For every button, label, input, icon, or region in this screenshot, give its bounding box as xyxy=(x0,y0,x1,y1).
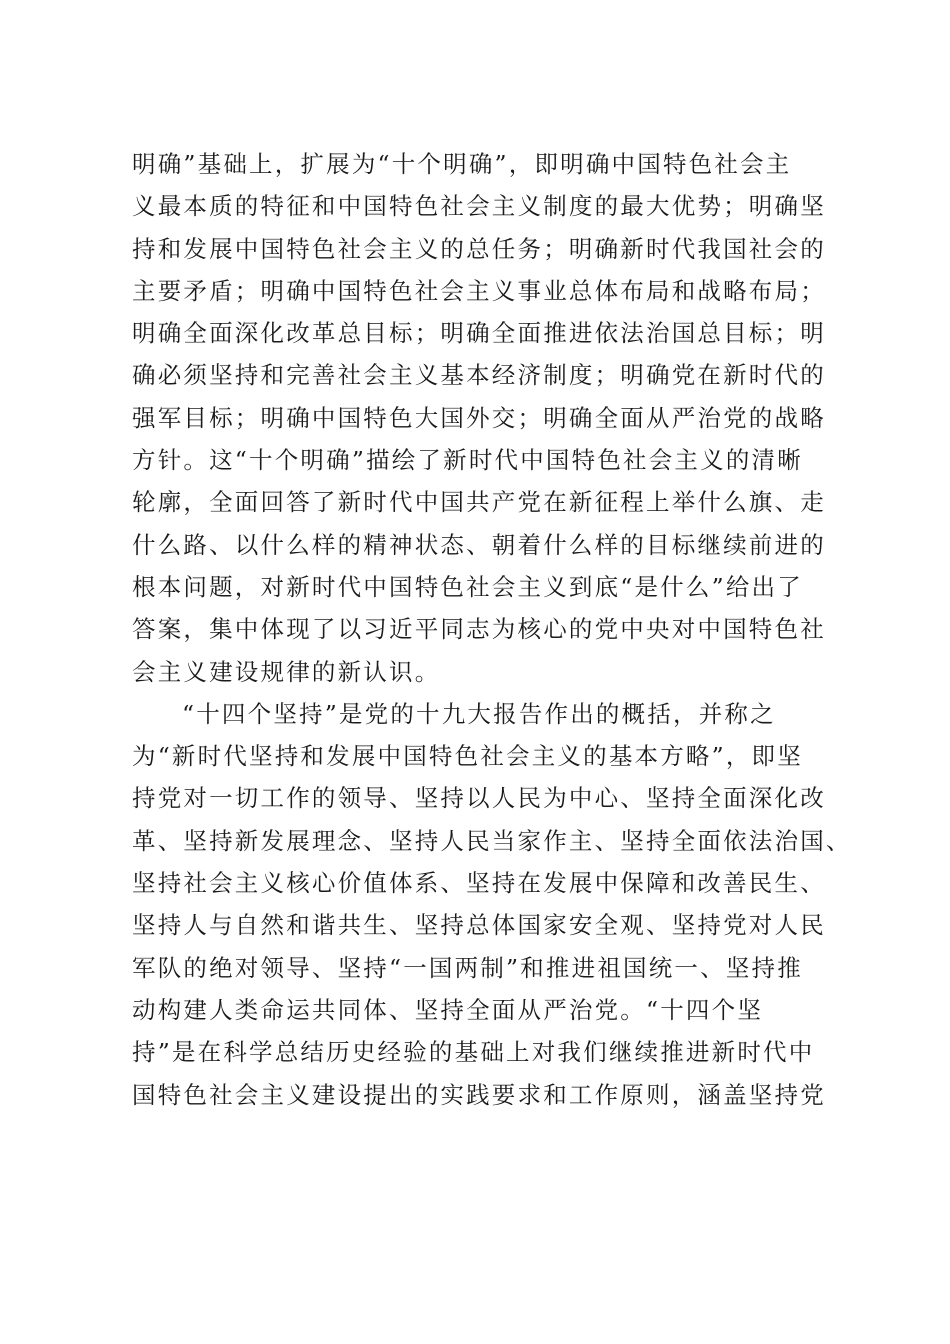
text-line: 强军目标；明确中国特色大国外交；明确全面从严治党的战略 xyxy=(132,403,826,432)
text-line: 为“新时代坚持和发展中国特色社会主义的基本方略”，即坚 xyxy=(132,742,803,771)
text-line: 动构建人类命运共同体、坚持全面从严治党。“十四个坚 xyxy=(132,995,764,1024)
text-line: 持”是在科学总结历史经验的基础上对我们继续推进新时代中 xyxy=(132,1038,815,1067)
text-line: 答案，集中体现了以习近平同志为核心的党中央对中国特色社 xyxy=(132,615,826,644)
text-line: 革、坚持新发展理念、坚持人民当家作主、坚持全面依法治国、 xyxy=(132,826,852,855)
text-line: 轮廓，全面回答了新时代中国共产党在新征程上举什么旗、走 xyxy=(132,488,826,517)
text-line: 明确全面深化改革总目标；明确全面推进依法治国总目标；明 xyxy=(132,319,826,348)
paragraph-first-line: “十四个坚持”是党的十九大报告作出的概括，并称之 xyxy=(182,699,776,728)
text-line: 国特色社会主义建设提出的实践要求和工作原则，涵盖坚持党 xyxy=(132,1080,826,1109)
text-line: 主要矛盾；明确中国特色社会主义事业总体布局和战略布局； xyxy=(132,276,826,305)
text-line: 坚持社会主义核心价值体系、坚持在发展中保障和改善民生、 xyxy=(132,869,826,898)
body-text xyxy=(132,143,852,1116)
text-line: 什么路、以什么样的精神状态、朝着什么样的目标继续前进的 xyxy=(132,530,826,559)
text-line: 明确”基础上，扩展为“十个明确”，即明确中国特色社会主 xyxy=(132,150,792,178)
text-line: 会主义建设规律的新认识。 xyxy=(132,657,441,686)
text-line: 持党对一切工作的领导、坚持以人民为中心、坚持全面深化改 xyxy=(132,784,826,813)
text-line: 方针。这“十个明确”描绘了新时代中国特色社会主义的清晰 xyxy=(132,446,803,475)
text-line: 坚持人与自然和谐共生、坚持总体国家安全观、坚持党对人民 xyxy=(132,911,826,940)
text-line: 义最本质的特征和中国特色社会主义制度的最大优势；明确坚 xyxy=(132,192,826,221)
text-line: 根本问题，对新时代中国特色社会主义到底“是什么”给出了 xyxy=(132,572,803,601)
text-line: 军队的绝对领导、坚持“一国两制”和推进祖国统一、坚持推 xyxy=(132,953,803,982)
text-line: 持和发展中国特色社会主义的总任务；明确新时代我国社会的 xyxy=(132,234,826,263)
text-line: 确必须坚持和完善社会主义基本经济制度；明确党在新时代的 xyxy=(132,361,826,390)
